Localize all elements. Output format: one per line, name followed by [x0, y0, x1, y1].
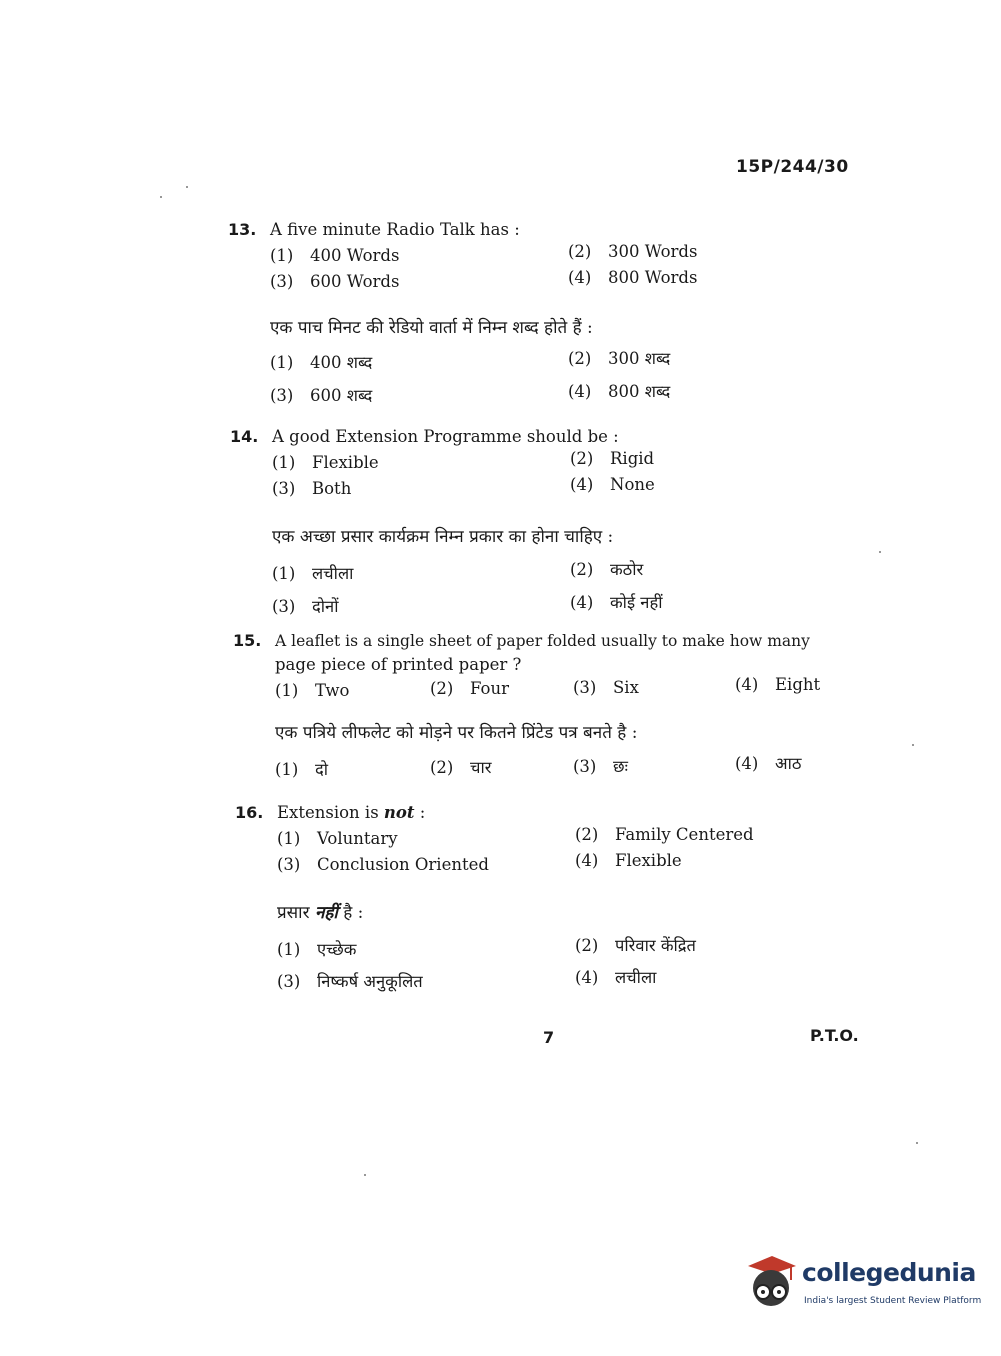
option: (3) Both [272, 479, 352, 498]
question-stem-en: A five minute Radio Talk has : [270, 220, 520, 239]
scan-speck [916, 1142, 918, 1144]
scan-speck [879, 551, 881, 553]
scan-speck [160, 196, 162, 198]
question-number: 13. [228, 220, 257, 239]
option: (3) दोनों [272, 597, 339, 616]
option: (3) 600 Words [270, 272, 400, 291]
option: (4) Eight [735, 675, 821, 694]
options-en [272, 449, 870, 503]
scan-speck [364, 1174, 366, 1176]
scan-speck [912, 744, 914, 746]
option: (1) एच्छेक [277, 940, 357, 959]
option: (1) Two [275, 681, 350, 700]
options-en [275, 677, 873, 707]
question-stem-en: A good Extension Programme should be : [272, 427, 619, 446]
option: (1) दो [275, 760, 329, 779]
question-stem-en: Extension is not : [277, 803, 426, 822]
option: (4) 800 शब्द [568, 382, 671, 401]
option: (2) Rigid [570, 449, 655, 468]
question-stem-hi: एक पाच मिनट की रेडियो वार्ता में निम्न शब्द होते हैं : [270, 318, 593, 338]
collegedunia-logo [742, 1252, 982, 1312]
question-stem-hi: प्रसार नहीं है : [277, 903, 364, 923]
pto-label: P.T.O. [810, 1026, 859, 1045]
question-stem-en-line1: A leaflet is a single sheet of paper folded usually to make how many [275, 632, 810, 650]
option: (3) Six [573, 678, 639, 697]
option: (1) 400 Words [270, 246, 400, 265]
student-mascot-icon [742, 1252, 800, 1312]
option: (2) कठोर [570, 560, 644, 579]
question-16 [235, 801, 875, 1003]
option: (1) लचीला [272, 564, 354, 583]
question-stem-en-line2: page piece of printed paper ? [275, 655, 522, 674]
paper-code: 15P/244/30 [736, 157, 849, 177]
options-en [277, 825, 875, 879]
option: (1) Flexible [272, 453, 379, 472]
option: (3) छः [573, 757, 628, 776]
question-stem-hi: एक पत्रिये लीफलेट को मोड़ने पर कितने प्रिंटेड पत्र बनते है : [275, 723, 638, 743]
option: (4) लचीला [575, 968, 657, 987]
options-hi [272, 557, 870, 629]
option: (4) 800 Words [568, 268, 698, 287]
question-15 [233, 629, 873, 787]
option: (2) परिवार केंद्रित [575, 936, 696, 955]
question-number: 14. [230, 427, 259, 446]
scan-speck [186, 186, 188, 188]
option: (4) Flexible [575, 851, 682, 870]
option: (2) 300 शब्द [568, 349, 671, 368]
logo-brand: collegedunia [802, 1258, 976, 1287]
page-number: 7 [543, 1028, 555, 1047]
option: (2) Family Centered [575, 825, 754, 844]
question-number: 16. [235, 803, 264, 822]
question-14 [230, 425, 870, 629]
question-number: 15. [233, 631, 262, 650]
option: (1) Voluntary [277, 829, 398, 848]
option: (1) 400 शब्द [270, 353, 373, 372]
option: (4) कोई नहीं [570, 593, 663, 612]
options-hi [270, 346, 868, 416]
options-hi [275, 753, 873, 787]
question-13 [228, 218, 868, 416]
option: (3) 600 शब्द [270, 386, 373, 405]
option: (3) Conclusion Oriented [277, 855, 489, 874]
options-hi [277, 933, 875, 1003]
logo-tagline: India's largest Student Review Platform [804, 1296, 982, 1306]
option: (4) None [570, 475, 655, 494]
option: (3) निष्कर्ष अनुकूलित [277, 972, 423, 991]
option: (4) आठ [735, 754, 802, 773]
option: (2) चार [430, 758, 492, 777]
option: (2) Four [430, 679, 509, 698]
options-en [270, 242, 868, 296]
option: (2) 300 Words [568, 242, 698, 261]
question-stem-hi: एक अच्छा प्रसार कार्यक्रम निम्न प्रकार का होना चाहिए : [272, 527, 614, 547]
